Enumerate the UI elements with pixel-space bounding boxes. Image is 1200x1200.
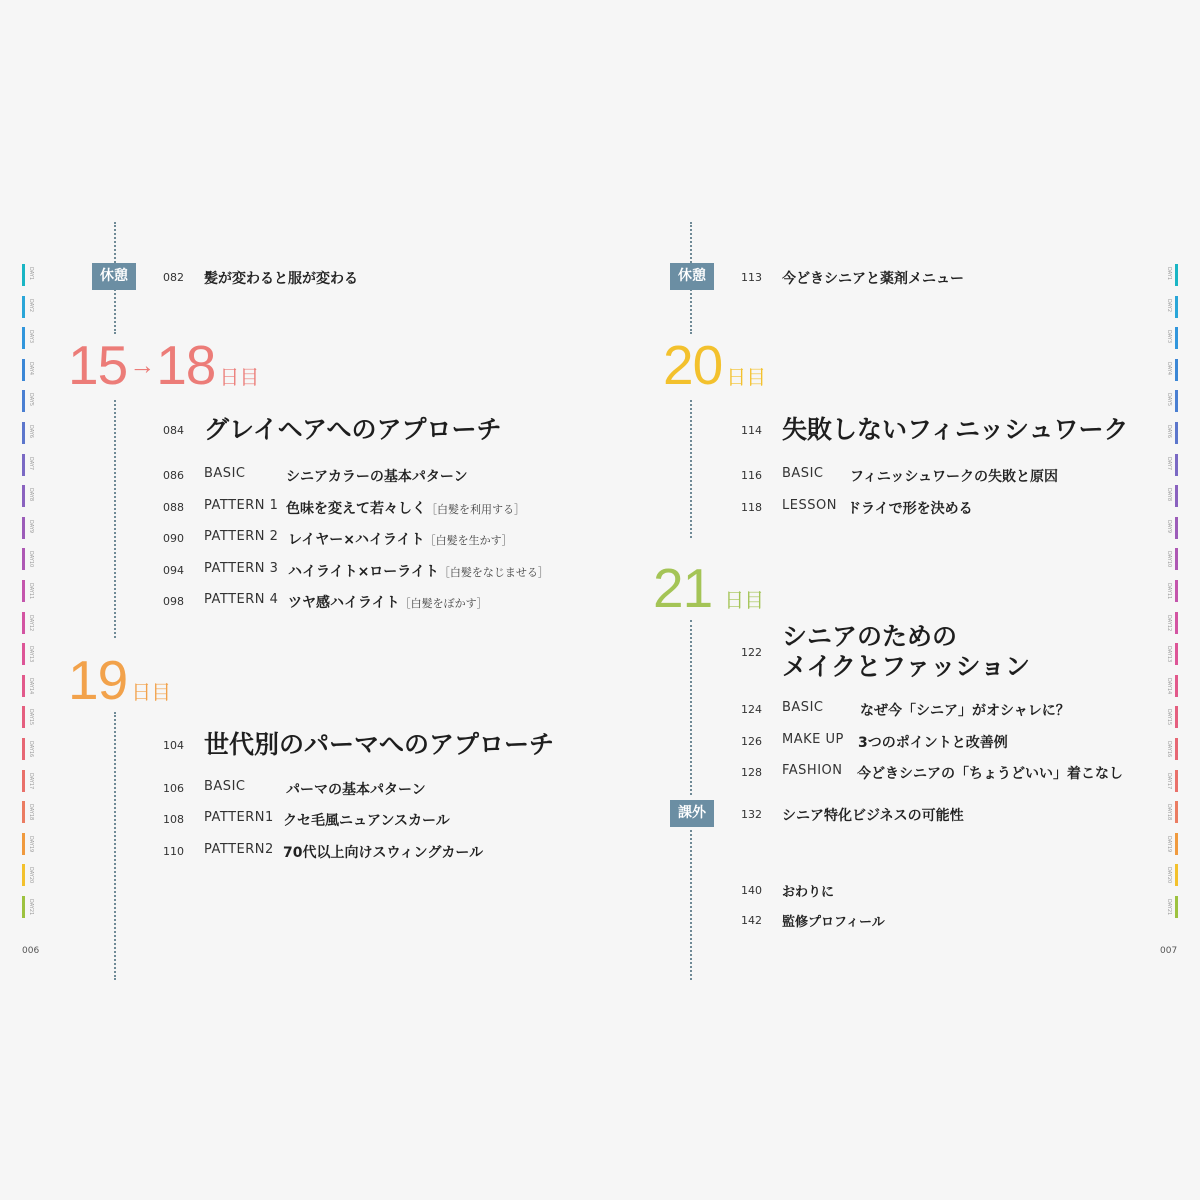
day-tab-label: DAY20 (1166, 867, 1172, 884)
day-tab-label: DAY9 (28, 519, 34, 533)
day-tab-bar (22, 264, 25, 286)
day-tab-bar (22, 675, 25, 697)
day-tab-label: DAY12 (28, 614, 34, 631)
toc-entry-title[interactable] (288, 561, 549, 581)
page-number: 108 (163, 813, 184, 826)
day-tab-21[interactable] (22, 896, 42, 918)
toc-entry-title[interactable]: 監修プロフィール (782, 915, 885, 930)
day-tab-15[interactable] (1158, 706, 1178, 728)
section-label: FASHION (782, 763, 843, 778)
day-tab-7[interactable] (1158, 454, 1178, 476)
day-tab-label: DAY7 (1166, 456, 1172, 470)
chapter-title[interactable]: 世代別のパーマへのアプローチ (204, 730, 555, 759)
section-label: PATTERN 1 (204, 498, 279, 513)
day-tab-bar (22, 327, 25, 349)
entry-note: ［白髪をなじませる］ (438, 566, 549, 579)
day-tab-label: DAY21 (1166, 899, 1172, 916)
day-number: 20 (663, 334, 723, 396)
entry-note: ［白髪を利用する］ (426, 503, 525, 516)
day-tab-bar (1175, 738, 1178, 760)
day-heading-20 (663, 334, 767, 405)
day-tab-label: DAY16 (1166, 741, 1172, 758)
entry-note: ［白髪を生かす］ (424, 534, 513, 547)
day-tab-bar (22, 643, 25, 665)
day-number: 21 (653, 557, 713, 619)
day-tab-bar (22, 770, 25, 792)
section-label: PATTERN1 (204, 810, 274, 825)
day-tab-label: DAY11 (28, 583, 34, 600)
left-dotted-line-mid (114, 400, 116, 638)
day-heading-15-18 (68, 334, 260, 405)
entry-note: ［白髪をぼかす］ (399, 597, 488, 610)
day-tab-label: DAY14 (1166, 677, 1172, 695)
toc-entry-title[interactable]: シニア特化ビジネスの可能性 (782, 808, 964, 824)
day-tab-label: DAY8 (1166, 488, 1172, 502)
day-tab-6[interactable] (1158, 422, 1178, 444)
day-suffix: 日目 (726, 365, 767, 389)
page-number: 128 (741, 766, 762, 779)
day-tab-10[interactable] (1158, 548, 1178, 570)
day-tab-label: DAY17 (28, 772, 34, 789)
entry-text: レイヤー×ハイライト (288, 532, 425, 548)
day-tab-label: DAY5 (28, 393, 34, 407)
toc-entry-title[interactable] (288, 592, 488, 612)
day-tab-bar (1175, 296, 1178, 318)
right-dotted-line-lower (690, 620, 692, 795)
day-tab-label: DAY2 (28, 298, 34, 312)
page-number: 098 (163, 595, 184, 608)
day-tab-bar (22, 517, 25, 539)
day-tab-bar (1175, 359, 1178, 381)
day-tab-bar (22, 706, 25, 728)
day-tab-bar (22, 833, 25, 855)
day-tab-label: DAY16 (28, 741, 34, 758)
day-tab-15[interactable] (22, 706, 42, 728)
day-tab-label: DAY10 (1166, 551, 1172, 568)
section-label: BASIC (782, 466, 824, 481)
day-tab-label: DAY8 (28, 488, 34, 502)
day-tab-bar (22, 359, 25, 381)
day-tab-bar (22, 422, 25, 444)
day-tab-13[interactable] (22, 643, 42, 665)
page-number: 142 (741, 914, 762, 927)
day-heading-19 (68, 649, 172, 720)
day-tab-label: DAY18 (28, 804, 34, 821)
section-label: MAKE UP (782, 732, 844, 747)
page-number: 082 (163, 271, 184, 284)
section-label: BASIC (204, 466, 246, 481)
toc-entry-title[interactable]: ドライで形を決める (847, 501, 973, 517)
chapter-page-number: 114 (741, 424, 762, 437)
chapter-title-line2: メイクとファッション (782, 652, 1031, 681)
day-tab-bar (1175, 706, 1178, 728)
day-tab-label: DAY4 (1166, 361, 1172, 375)
day-tab-bar (1175, 801, 1178, 823)
day-tab-3[interactable] (22, 327, 42, 349)
day-tab-17[interactable] (22, 770, 42, 792)
day-tab-label: DAY3 (1166, 330, 1172, 344)
day-tab-bar (1175, 390, 1178, 412)
day-tab-18[interactable] (22, 801, 42, 823)
day-tab-label: DAY10 (28, 551, 34, 568)
day-tab-1[interactable] (22, 264, 42, 286)
day-tab-bar (1175, 422, 1178, 444)
page-number: 126 (741, 735, 762, 748)
day-tab-label: DAY13 (28, 646, 34, 663)
day-tab-bar (1175, 833, 1178, 855)
chapter-page-number: 104 (163, 739, 184, 752)
toc-entry-title[interactable]: パーマの基本パターン (286, 782, 426, 798)
day-tab-20[interactable] (22, 864, 42, 886)
day-tab-label: DAY14 (28, 677, 34, 695)
page-number: 086 (163, 469, 184, 482)
day-tab-label: DAY17 (1166, 772, 1172, 789)
day-tab-bar (22, 548, 25, 570)
day-tab-bar (1175, 264, 1178, 286)
section-label: PATTERN 2 (204, 529, 279, 544)
toc-entry-title[interactable]: おわりに (782, 885, 835, 900)
chapter-title[interactable]: グレイヘアへのアプローチ (204, 415, 502, 444)
day-tab-13[interactable] (1158, 643, 1178, 665)
section-label: PATTERN2 (204, 842, 274, 857)
day-tab-label: DAY2 (1166, 298, 1172, 312)
day-tab-9[interactable] (1158, 517, 1178, 539)
extra-tag: 課外 (670, 800, 714, 827)
toc-entry-title[interactable]: なぜ今「シニア」がオシャレに？ (860, 703, 1070, 719)
day-tab-label: DAY11 (1166, 583, 1172, 600)
day-tab-bar (22, 612, 25, 634)
section-label: BASIC (782, 700, 824, 715)
entry-text: ハイライト×ローライト (288, 564, 439, 580)
day-tab-3[interactable] (1158, 327, 1178, 349)
day-tab-label: DAY19 (28, 835, 34, 853)
day-tab-bar (22, 738, 25, 760)
day-tab-label: DAY1 (28, 267, 34, 281)
section-label: PATTERN 4 (204, 592, 279, 607)
day-tab-bar (1175, 675, 1178, 697)
page-number: 118 (741, 501, 762, 514)
day-tab-label: DAY18 (1166, 804, 1172, 821)
section-label: LESSON (782, 498, 837, 513)
day-tab-8[interactable] (1158, 485, 1178, 507)
day-number: 19 (68, 649, 128, 711)
day-suffix: 日目 (131, 680, 172, 704)
chapter-page-number: 084 (163, 424, 184, 437)
day-tab-bar (22, 296, 25, 318)
page-number: 132 (741, 808, 762, 821)
day-tab-label: DAY4 (28, 361, 34, 375)
day-suffix: 日目 (724, 588, 765, 612)
day-tab-4[interactable] (1158, 359, 1178, 381)
toc-entry-title[interactable]: 3つのポイントと改善例 (858, 735, 1008, 751)
day-tab-label: DAY20 (28, 867, 34, 884)
toc-entry-title[interactable]: 髪が変わると服が変わる (204, 271, 358, 287)
toc-entry-title[interactable] (288, 529, 513, 549)
day-tab-bar (1175, 485, 1178, 507)
day-tab-bar (22, 580, 25, 602)
day-tab-17[interactable] (1158, 770, 1178, 792)
day-tab-2[interactable] (22, 296, 42, 318)
day-tab-bar (22, 896, 25, 918)
toc-entry-title[interactable]: 今どきシニアの「ちょうどいい」着こなし (857, 766, 1123, 782)
day-tab-12[interactable] (1158, 612, 1178, 634)
chapter-page-number: 122 (741, 646, 762, 659)
day-from: 15 (68, 334, 128, 396)
toc-entry-title[interactable] (286, 466, 468, 486)
day-tab-20[interactable] (1158, 864, 1178, 886)
day-tab-label: DAY7 (28, 456, 34, 470)
day-tab-1[interactable] (1158, 264, 1178, 286)
toc-entry-title[interactable] (286, 498, 525, 518)
page-number: 094 (163, 564, 184, 577)
chapter-title[interactable]: 失敗しないフィニッシュワーク (782, 415, 1129, 444)
day-tab-label: DAY21 (28, 899, 34, 916)
section-label: BASIC (204, 779, 246, 794)
day-tab-bar (1175, 517, 1178, 539)
page-number: 110 (163, 845, 184, 858)
day-tab-9[interactable] (22, 517, 42, 539)
day-tab-16[interactable] (22, 738, 42, 760)
day-tab-label: DAY12 (1166, 614, 1172, 631)
page-number: 106 (163, 782, 184, 795)
day-tab-19[interactable] (1158, 833, 1178, 855)
day-tab-16[interactable] (1158, 738, 1178, 760)
day-tab-19[interactable] (22, 833, 42, 855)
entry-text: ツヤ感ハイライト (288, 595, 400, 611)
day-tab-14[interactable] (22, 675, 42, 697)
page-folio: 007 (1160, 946, 1178, 956)
toc-entry-title[interactable]: 70代以上向けスウィングカール (283, 845, 484, 861)
day-tab-bar (1175, 580, 1178, 602)
day-tab-bar (22, 864, 25, 886)
day-tab-11[interactable] (1158, 580, 1178, 602)
right-dotted-line-bottom (690, 830, 692, 980)
day-tab-bar (22, 485, 25, 507)
day-tab-12[interactable] (22, 612, 42, 634)
day-tab-label: DAY6 (1166, 425, 1172, 439)
day-tab-2[interactable] (1158, 296, 1178, 318)
day-tab-bar (1175, 643, 1178, 665)
day-tab-label: DAY9 (1166, 519, 1172, 533)
day-suffix: 日目 (219, 365, 260, 389)
day-tab-label: DAY19 (1166, 835, 1172, 853)
page-number: 088 (163, 501, 184, 514)
day-tab-label: DAY1 (1166, 267, 1172, 281)
day-tab-5[interactable] (22, 390, 42, 412)
day-tab-18[interactable] (1158, 801, 1178, 823)
arrow-icon: → (129, 350, 155, 380)
page-number: 140 (741, 884, 762, 897)
day-tab-21[interactable] (1158, 896, 1178, 918)
day-tab-bar (22, 801, 25, 823)
day-tab-bar (1175, 454, 1178, 476)
day-heading-21 (653, 557, 765, 628)
page-number: 090 (163, 532, 184, 545)
toc-entry-title[interactable]: クセ毛風ニュアンスカール (283, 813, 450, 829)
day-tab-label: DAY15 (1166, 709, 1172, 726)
day-tab-8[interactable] (22, 485, 42, 507)
rest-tag: 休憩 (92, 263, 136, 290)
day-tab-label: DAY15 (28, 709, 34, 726)
day-tab-4[interactable] (22, 359, 42, 381)
day-tab-bar (1175, 896, 1178, 918)
chapter-title[interactable] (782, 622, 1030, 682)
day-tab-label: DAY5 (1166, 393, 1172, 407)
day-tab-label: DAY3 (28, 330, 34, 344)
toc-entry-title[interactable]: フィニッシュワークの失敗と原因 (850, 469, 1059, 485)
day-tab-bar (1175, 770, 1178, 792)
rest-tag: 休憩 (670, 263, 714, 290)
day-tab-bar (1175, 612, 1178, 634)
day-tab-bar (22, 390, 25, 412)
day-tab-5[interactable] (1158, 390, 1178, 412)
chapter-title-line1: シニアのための (782, 622, 958, 651)
day-to: 18 (156, 334, 216, 396)
day-tab-10[interactable] (22, 548, 42, 570)
day-tab-label: DAY13 (1166, 646, 1172, 663)
day-tab-14[interactable] (1158, 675, 1178, 697)
day-tab-bar (22, 454, 25, 476)
day-tab-6[interactable] (22, 422, 42, 444)
day-tab-bar (1175, 327, 1178, 349)
entry-text: シニアカラーの基本パターン (286, 469, 468, 485)
section-label: PATTERN 3 (204, 561, 279, 576)
day-tab-7[interactable] (22, 454, 42, 476)
entry-text: 色味を変えて若々しく (286, 501, 426, 517)
right-dotted-line-mid (690, 400, 692, 538)
page-number: 116 (741, 469, 762, 482)
toc-entry-title[interactable]: 今どきシニアと薬剤メニュー (782, 271, 964, 287)
page-number: 113 (741, 271, 762, 284)
page-number: 124 (741, 703, 762, 716)
day-tab-11[interactable] (22, 580, 42, 602)
day-tab-label: DAY6 (28, 425, 34, 439)
day-tab-bar (1175, 864, 1178, 886)
page-folio: 006 (22, 946, 40, 956)
day-tab-bar (1175, 548, 1178, 570)
left-dotted-line-bottom (114, 712, 116, 980)
